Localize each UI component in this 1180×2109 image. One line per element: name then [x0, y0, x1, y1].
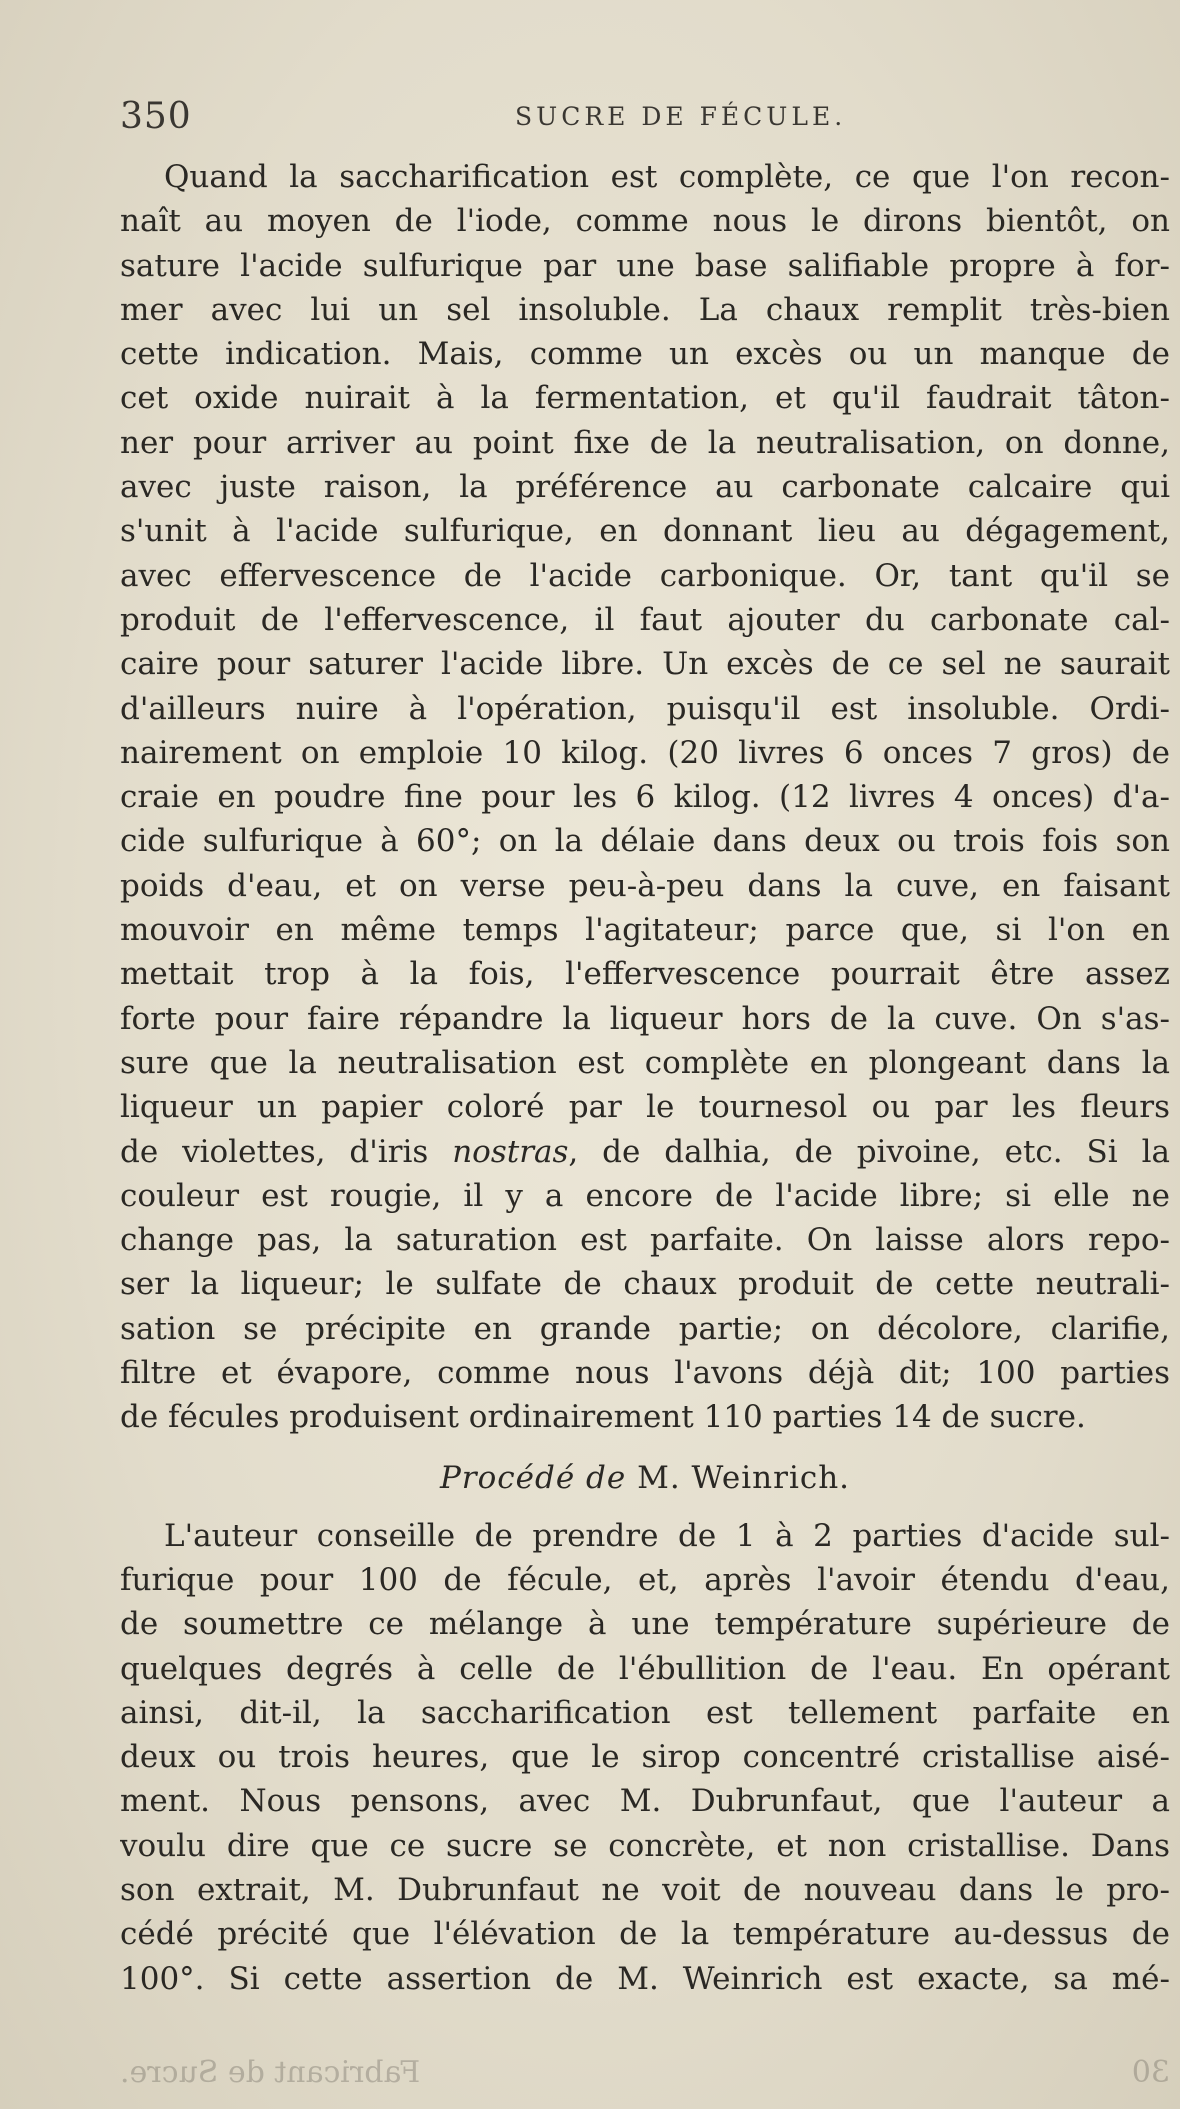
text-line: quelques degrés à celle de l'ébullition de l'eau. En opérant	[120, 1650, 1170, 1687]
text-line: mouvoir en même temps l'agitateur; parce que, si l'on en	[120, 912, 1170, 949]
text-line: deux ou trois heures, que le sirop concentré cristallise aisé-	[120, 1739, 1170, 1776]
text-line: sature l'acide sulfurique par une base salifiable propre à for-	[120, 247, 1170, 284]
section-heading-name: M. Weinrich.	[637, 1459, 851, 1496]
text-line: avec juste raison, la préférence au carbonate calcaire qui	[120, 469, 1170, 506]
text-line: voulu dire que ce sucre se concrète, et non cristallise. Dans	[120, 1827, 1170, 1864]
text-line: L'auteur conseille de prendre de 1 à 2 parties d'acide sul-	[164, 1517, 1170, 1554]
text-line: s'unit à l'acide sulfurique, en donnant lieu au dégagement,	[120, 513, 1170, 550]
text-line: Quand la saccharification est complète, ce que l'on recon-	[164, 159, 1170, 195]
text-line: de soumettre ce mélange à une température supérieure de	[120, 1606, 1170, 1643]
text-line: poids d'eau, et on verse peu-à-peu dans la cuve, en faisant	[120, 867, 1170, 904]
text-line: caire pour saturer l'acide libre. Un excès de ce sel ne saurait	[120, 646, 1170, 683]
text-line: ner pour arriver au point fixe de la neutralisation, on donne,	[120, 424, 1170, 461]
text-line: change pas, la saturation est parfaite. On laisse alors repo-	[120, 1222, 1170, 1259]
text-fragment: , de dalhia, de pivoine, etc. Si la	[568, 1133, 1170, 1170]
text-line: cet oxide nuirait à la fermentation, et qu'il faudrait tâton-	[120, 380, 1170, 417]
show-through-page-number: 30	[1131, 2055, 1170, 2090]
text-line: produit de l'effervescence, il faut ajouter du carbonate cal-	[120, 601, 1170, 638]
text-line: ment. Nous pensons, avec M. Dubrunfaut, que l'auteur a	[120, 1783, 1170, 1820]
text-line: cide sulfurique à 60°; on la délaie dans deux ou trois fois son	[120, 823, 1170, 860]
text-line-with-italic	[120, 1130, 1170, 1174]
text-line: filtre et évapore, comme nous l'avons déjà dit; 100 parties	[120, 1355, 1170, 1392]
text-line: mettait trop à la fois, l'effervescence pourrait être assez	[120, 956, 1170, 993]
text-line: d'ailleurs nuire à l'opération, puisqu'il est insoluble. Ordi-	[120, 690, 1170, 727]
text-fragment: de violettes, d'iris	[120, 1133, 429, 1170]
text-line: ainsi, dit-il, la saccharification est tellement parfaite en	[120, 1694, 1170, 1731]
section-heading-italic: Procédé de	[439, 1459, 627, 1496]
text-line: craie en poudre fine pour les 6 kilog. (12 livres 4 onces) d'a-	[120, 779, 1170, 816]
text-line: cédé précité que l'élévation de la température au-dessus de	[120, 1916, 1170, 1953]
page-number: 350	[120, 96, 192, 137]
running-title: SUCRE DE FÉCULE.	[515, 102, 847, 131]
page-header	[120, 96, 1160, 146]
show-through-title: Fabricant de Sucre.	[120, 2055, 421, 2090]
text-line: ser la liqueur; le sulfate de chaux produit de cette neutrali-	[120, 1266, 1170, 1303]
text-line: nairement on emploie 10 kilog. (20 livres 6 onces 7 gros) de	[120, 734, 1170, 771]
text-line: sation se précipite en grande partie; on décolore, clarifie,	[120, 1310, 1170, 1347]
text-line: mer avec lui un sel insoluble. La chaux remplit très-bien	[120, 291, 1170, 328]
text-line: 100°. Si cette assertion de M. Weinrich est exacte, sa mé-	[120, 1960, 1170, 1997]
text-line: naît au moyen de l'iode, comme nous le dirons bientôt, on	[120, 203, 1170, 240]
text-line: couleur est rougie, il y a encore de l'acide libre; si elle ne	[120, 1177, 1170, 1214]
italic-term: nostras	[452, 1133, 569, 1170]
body-text	[120, 155, 1170, 2001]
text-line: cette indication. Mais, comme un excès ou un manque de	[120, 336, 1170, 373]
text-line: liqueur un papier coloré par le tournesol ou par les fleurs	[120, 1089, 1170, 1126]
text-line: de fécules produisent ordinairement 110 parties 14 de sucre.	[120, 1399, 1086, 1436]
text-line: forte pour faire répandre la liqueur hors de la cuve. On s'as-	[120, 1000, 1170, 1037]
show-through-footer	[120, 2055, 1170, 2095]
section-heading	[120, 1448, 1170, 1508]
text-line: furique pour 100 de fécule, et, après l'avoir étendu d'eau,	[120, 1561, 1170, 1598]
text-line: avec effervescence de l'acide carbonique. Or, tant qu'il se	[120, 557, 1170, 594]
text-line: sure que la neutralisation est complète en plongeant dans la	[120, 1044, 1170, 1081]
text-line: son extrait, M. Dubrunfaut ne voit de nouveau dans le pro-	[120, 1871, 1170, 1908]
